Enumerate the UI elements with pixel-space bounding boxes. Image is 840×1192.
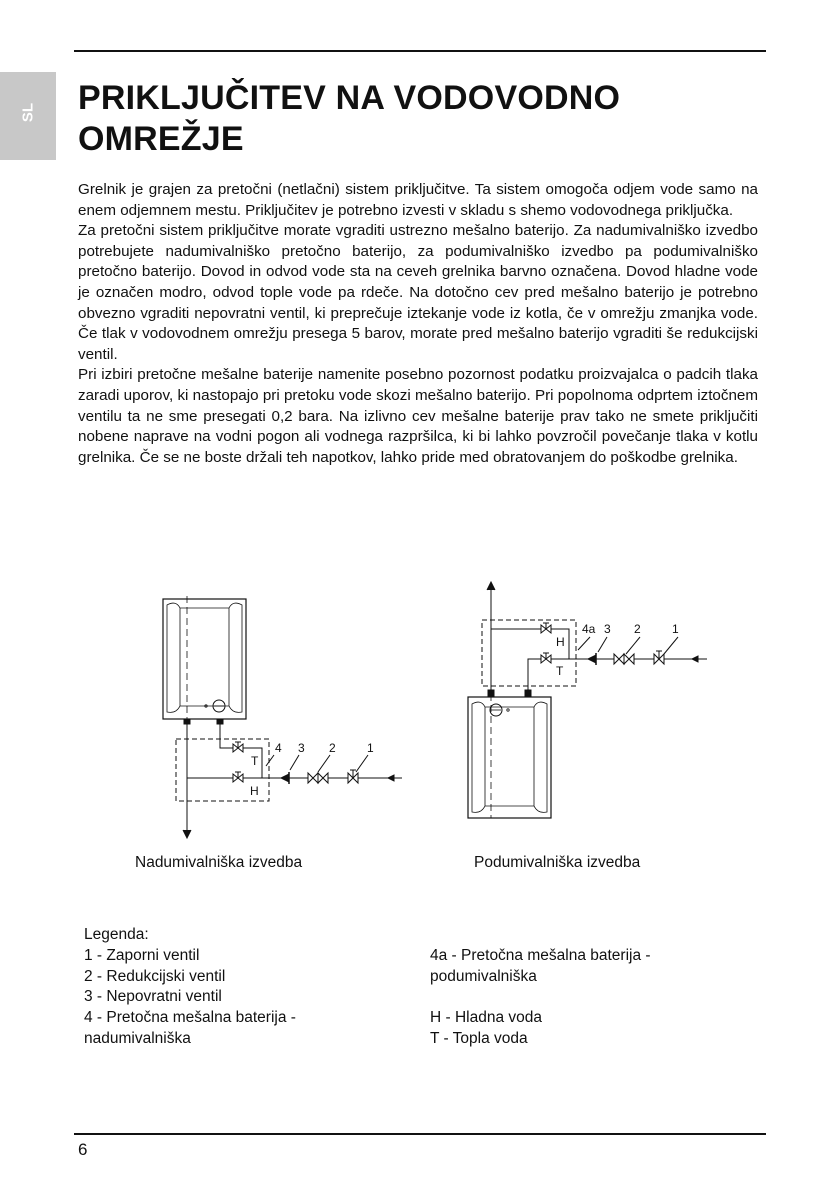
legend-item: T - Topla voda bbox=[430, 1030, 528, 1048]
right-label-4a: 4a bbox=[582, 622, 596, 636]
left-label-h: H bbox=[250, 784, 259, 798]
right-heater-body bbox=[468, 697, 551, 818]
legend-item: 4 - Pretočna mešalna baterija - bbox=[84, 1009, 296, 1027]
left-diagram bbox=[163, 596, 402, 838]
header-rule bbox=[74, 50, 766, 52]
paragraph-3: Pri izbiri pretočne mešalne baterije namenite posebno pozornost podatku proizvajalca o padcih tlaka zaradi uporov, ki nastopajo pri pretoku vode skozi mešalno baterijo. Pri popolnoma odprtem iztočnem ventilu ta ne sme presegati 0,2 bara. Na izlivno cev mešalne baterije prav tako ne smete priključiti nobene naprave na vodni pogon ali vodnega razpršilca, ki bi lahko povzročil povečanje tlaka v kotlu grelnika. Če se ne boste držali teh napotkov, lahko pride med obratovanjem do poškodbe grelnika. bbox=[78, 366, 758, 466]
paragraph-1: Grelnik je grajen za pretočni (netlačni) sistem priključitve. Ta sistem omogoča odjem vode samo na enem odjemnem mestu. Priključitev je potrebno izvesti v skladu s shemo vodovodnega priključka. bbox=[78, 181, 758, 219]
language-tab bbox=[0, 72, 56, 160]
right-label-1: 1 bbox=[672, 622, 679, 636]
paragraph-2: Za pretočni sistem priključitve morate vgraditi ustrezno mešalno baterijo. Za nadumivalniško izvedbo potrebujete nadumivalniško pretočno baterijo, za podumivalniško izvedbo pa podumivalniško pretočno baterijo. Dovod in odvod vode sta na ceveh grelnika barvno označena. Dovod hladne vode je označen modro, odvod tople vode pa rdeče. Na dotočno cev pred mešalno baterijo je potrebno obvezno vgraditi nepovratni ventil, ki preprečuje iztekanje vode iz kotla, če v omrežju zmanjka vode. Če tlak v vodovodnem omrežju presega 5 barov, morate pred mešalno baterijo vgraditi še redukcijski ventil. bbox=[78, 222, 758, 363]
legend-item: 3 - Nepovratni ventil bbox=[84, 988, 222, 1006]
legend-item: nadumivalniška bbox=[84, 1029, 191, 1047]
right-label-t: T bbox=[556, 664, 564, 678]
legend-item: 1 - Zaporni ventil bbox=[84, 946, 200, 964]
legend-item bbox=[430, 988, 651, 1009]
legend-item: 4a - Pretočna mešalna baterija - bbox=[430, 947, 651, 964]
right-label-h: H bbox=[556, 635, 565, 649]
connection-diagrams bbox=[0, 560, 840, 850]
legend-heading: Legenda: bbox=[84, 926, 149, 943]
left-heater-body bbox=[163, 599, 246, 719]
right-label-3: 3 bbox=[604, 622, 611, 636]
legend-item: podumivalniška bbox=[430, 967, 537, 985]
left-label-2: 2 bbox=[329, 741, 336, 755]
legend-item: 2 - Redukcijski ventil bbox=[84, 967, 226, 985]
right-caption: Podumivalniška izvedba bbox=[474, 854, 641, 871]
left-label-1: 1 bbox=[367, 741, 374, 755]
right-diagram bbox=[468, 582, 707, 818]
right-label-2: 2 bbox=[634, 622, 641, 636]
body-text bbox=[78, 180, 758, 468]
legend-item: H - Hladna voda bbox=[430, 1009, 543, 1027]
footer-rule bbox=[74, 1133, 766, 1135]
left-label-t: T bbox=[251, 754, 259, 768]
legend-right bbox=[430, 946, 651, 1050]
left-caption: Nadumivalniška izvedba bbox=[135, 854, 303, 871]
language-tab-label: SL bbox=[19, 102, 37, 123]
page-title: PRIKLJUČITEV NA VODOVODNO OMREŽJE bbox=[78, 79, 621, 158]
left-label-3: 3 bbox=[298, 741, 305, 755]
left-label-4: 4 bbox=[275, 741, 282, 755]
page-number: 6 bbox=[78, 1140, 88, 1159]
legend-left bbox=[84, 925, 296, 1050]
